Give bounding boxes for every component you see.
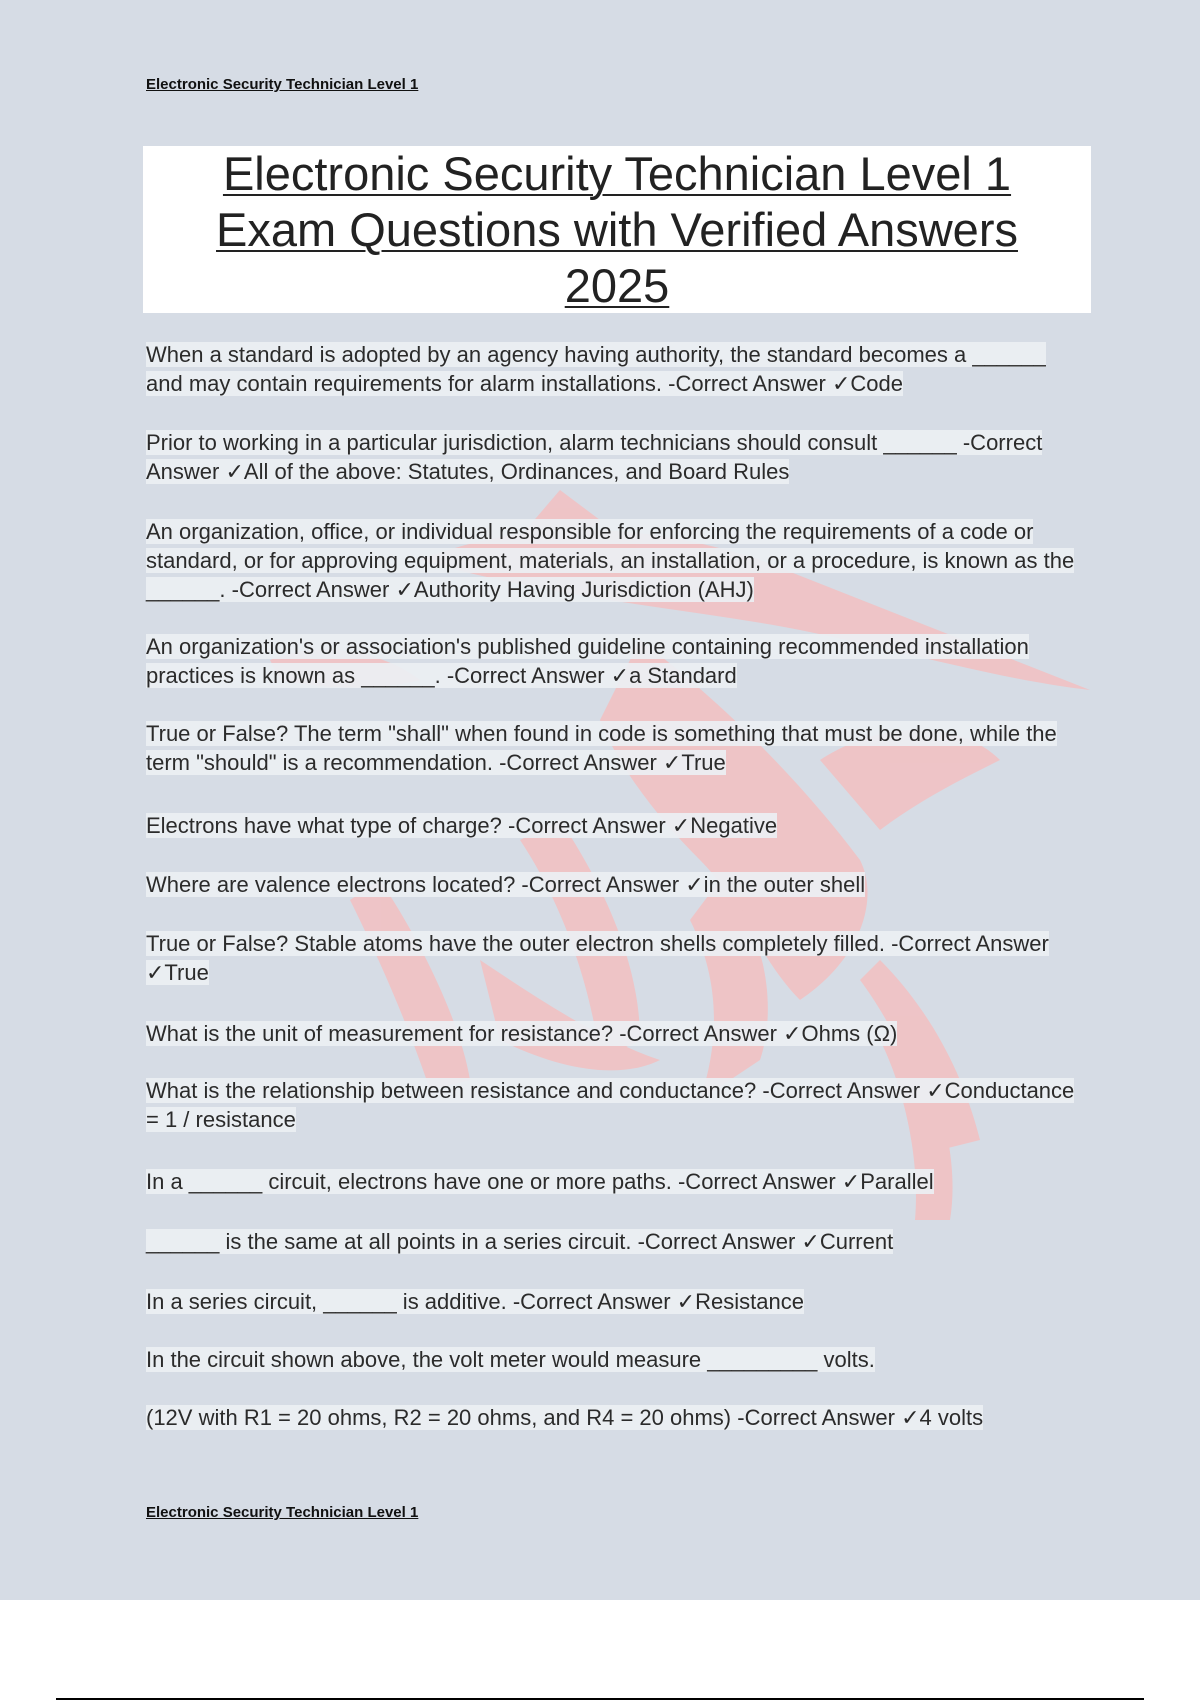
running-footer: Electronic Security Technician Level 1 <box>146 1504 419 1521</box>
qa-item: An organization's or association's published guideline containing recommended installation practices is known as ______. -Correct Answer ✓a Standard <box>146 634 1029 688</box>
qa-item: In the circuit shown above, the volt meter would measure _________ volts. <box>146 1347 875 1372</box>
qa-item: Where are valence electrons located? -Correct Answer ✓in the outer shell <box>146 872 866 897</box>
qa-item: True or False? The term "shall" when found in code is something that must be done, while the term "should" is a recommendation. -Correct Answer ✓True <box>146 721 1057 775</box>
qa-item: Prior to working in a particular jurisdiction, alarm technicians should consult ______ -Correct Answer ✓All of the above: Statutes, Ordinances, and Board Rules <box>146 430 1043 484</box>
document-title <box>143 146 1091 313</box>
qa-item: (12V with R1 = 20 ohms, R2 = 20 ohms, and R4 = 20 ohms) -Correct Answer ✓4 volts <box>146 1405 984 1430</box>
qa-item: In a series circuit, ______ is additive. -Correct Answer ✓Resistance <box>146 1289 804 1314</box>
title-line-1: Electronic Security Technician Level 1 <box>222 147 1012 200</box>
qa-item: What is the relationship between resistance and conductance? -Correct Answer ✓Conductance = 1 / resistance <box>146 1078 1075 1132</box>
running-header: Electronic Security Technician Level 1 <box>146 76 419 93</box>
qa-item: An organization, office, or individual responsible for enforcing the requirements of a code or standard, or for approving equipment, materials, an installation, or a procedure, is known as the ______. -Correct Answer ✓Authority Having Jurisdiction (AHJ) <box>146 519 1075 602</box>
qa-item: In a ______ circuit, electrons have one or more paths. -Correct Answer ✓Parallel <box>146 1169 934 1194</box>
title-line-2: Exam Questions with Verified Answers <box>216 203 1018 256</box>
qa-item: When a standard is adopted by an agency having authority, the standard becomes a ______ and may contain requirements for alarm installations. -Correct Answer ✓Code <box>146 342 1046 396</box>
qa-item: Electrons have what type of charge? -Correct Answer ✓Negative <box>146 813 778 838</box>
qa-item: ______ is the same at all points in a series circuit. -Correct Answer ✓Current <box>146 1229 894 1254</box>
qa-item: True or False? Stable atoms have the outer electron shells completely filled. -Correct Answer ✓True <box>146 931 1049 985</box>
title-line-3: 2025 <box>564 259 670 312</box>
qa-item: What is the unit of measurement for resistance? -Correct Answer ✓Ohms (Ω) <box>146 1021 898 1046</box>
